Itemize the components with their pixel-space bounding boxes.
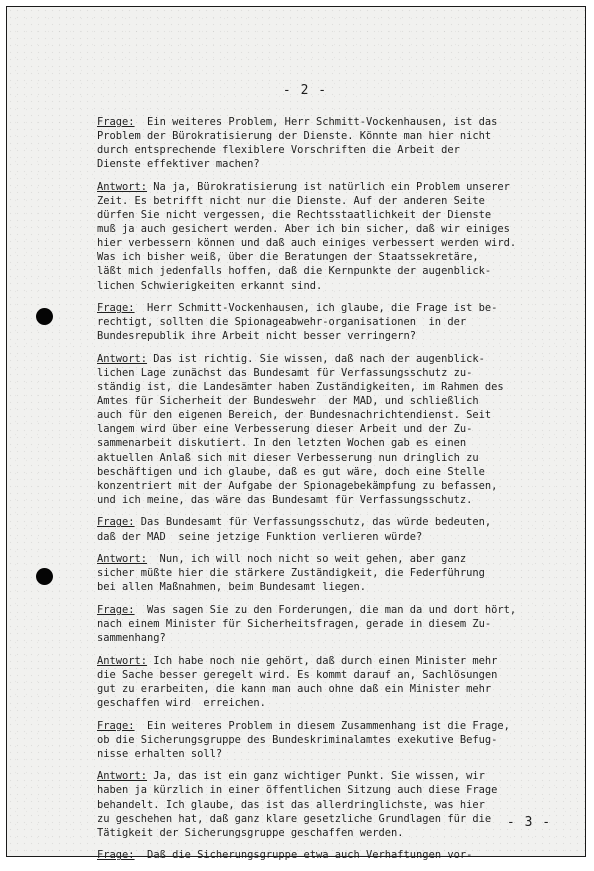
line-text: Ja, das ist ein ganz wichtiger Punkt. Sie wissen, wir (147, 770, 485, 783)
line-text: Dienste effektiver machen? (97, 158, 260, 171)
line-text: beschäftigen und ich glaube, daß es gut wäre, doch eine Stelle (97, 465, 485, 478)
line-text: ständig ist, die Landesämter haben Zuständigkeiten, im Rahmen des (97, 381, 504, 394)
text-line (97, 826, 545, 840)
answer-paragraph (97, 552, 545, 594)
text-line (97, 180, 545, 194)
line-text: gut zu erarbeiten, die kann man auch ohne daß ein Minister mehr (97, 682, 492, 695)
line-text: läßt mich jedenfalls hoffen, daß die Kernpunkte der augenblick- (97, 265, 492, 278)
question-paragraph (97, 848, 545, 862)
line-text: behandelt. Ich glaube, das ist das allerdringlichste, was hier (97, 798, 485, 811)
line-text: Problem der Bürokratisierung der Dienste. Könnte man hier nicht (97, 130, 492, 143)
text-line (97, 250, 545, 264)
line-text: Ich habe noch nie gehört, daß durch einen Minister mehr (147, 654, 498, 667)
text-line (97, 436, 545, 450)
line-text: konzentriert mit der Aufgabe der Spionagebekämpfung zu befassen, (97, 479, 498, 492)
text-line (97, 115, 545, 129)
text-line (97, 631, 545, 645)
question-label: Frage: (97, 516, 135, 529)
text-line (97, 530, 545, 544)
answer-label: Antwort: (97, 553, 148, 566)
line-text: Amtes für Sicherheit der Bundeswehr der MAD, und schließlich (97, 395, 479, 408)
line-text: aktuellen Anlaß sich mit dieser Verbesserung nun dringlich zu (97, 451, 479, 464)
text-line (97, 696, 545, 710)
text-line (97, 408, 545, 422)
line-text: nach einem Minister für Sicherheitsfragen, gerade in diesem Zu- (97, 618, 492, 630)
text-line (97, 848, 545, 862)
text-line (97, 279, 545, 293)
text-line (97, 733, 545, 747)
text-line (97, 617, 545, 631)
line-text: langem wird über eine Verbesserung dieser Arbeit und der Zu- (97, 423, 473, 436)
line-text: geschaffen wird erreichen. (97, 696, 266, 709)
text-line (97, 329, 545, 343)
text-line (97, 654, 545, 668)
line-text: dürfen Sie nicht vergessen, die Rechtsstaatlichkeit der Dienste (97, 209, 492, 222)
text-line (97, 236, 545, 250)
answer-label: Antwort: (97, 352, 148, 365)
line-text: Tätigkeit der Sicherungsgruppe geschaffen werden. (97, 826, 404, 839)
text-line (97, 812, 545, 826)
text-line (97, 157, 545, 171)
line-text: Herr Schmitt-Vockenhausen, ich glaube, die Frage ist be- (134, 302, 498, 315)
line-text: daß der MAD seine jetzige Funktion verlieren würde? (97, 530, 423, 543)
question-label: Frage: (97, 302, 135, 315)
punch-hole-top (36, 308, 53, 325)
line-text: Das Bundesamt für Verfassungsschutz, das würde bedeuten, (134, 516, 492, 529)
text-line (97, 747, 545, 761)
line-text: Was ich bisher weiß, über die Beratungen der Staatssekretäre, (97, 251, 479, 264)
line-text: auch für den eigenen Bereich, der Bundesnachrichtendienst. Seit (97, 409, 492, 422)
answer-label: Antwort: (97, 654, 148, 667)
answer-paragraph (97, 352, 545, 507)
line-text: haben ja kürzlich in einer öffentlichen Sitzung auch diese Frage (97, 784, 498, 797)
line-text: ob die Sicherungsgruppe des Bundeskriminalamtes exekutive Befug- (97, 733, 498, 746)
page-number: - 2 - (282, 83, 328, 98)
line-text: und ich meine, das wäre das Bundesamt für Verfassungsschutz. (97, 493, 473, 506)
line-text: sammenarbeit diskutiert. In den letzten Wochen gab es einen (97, 437, 467, 450)
line-text: Na ja, Bürokratisierung ist natürlich ein Problem unserer (147, 180, 510, 193)
line-text: Bundesrepublik ihre Arbeit nicht besser verringern? (97, 330, 417, 343)
line-text: Zeit. Es betrifft nicht nur die Dienste. Auf der anderen Seite (97, 194, 485, 207)
next-page-marker: - 3 - (506, 815, 552, 830)
text-line (97, 783, 545, 797)
interview-transcript (97, 115, 545, 871)
line-text: Ein weiteres Problem in diesem Zusammenhang ist die Frage, (134, 719, 510, 732)
text-line (97, 366, 545, 380)
text-line (97, 479, 545, 493)
text-line (97, 552, 545, 566)
text-line (97, 493, 545, 507)
text-line (97, 769, 545, 783)
text-line (97, 264, 545, 278)
text-line (97, 422, 545, 436)
text-line (97, 352, 545, 366)
line-text: bei allen Maßnahmen, beim Bundesamt liegen. (97, 581, 366, 594)
line-text: Nun, ich will noch nicht so weit gehen, aber ganz (147, 553, 467, 566)
answer-paragraph (97, 180, 545, 293)
line-text: sammenhang? (97, 632, 166, 645)
question-label: Frage: (97, 849, 135, 862)
question-label: Frage: (97, 603, 135, 616)
text-line (97, 515, 545, 529)
line-text: zu geschehen hat, daß ganz klare gesetzliche Grundlagen für die (97, 812, 492, 825)
text-line (97, 451, 545, 465)
question-paragraph (97, 301, 545, 343)
question-paragraph (97, 115, 545, 171)
text-line (97, 580, 545, 594)
line-text: die Sache besser geregelt wird. Es kommt darauf an, Sachlösungen (97, 668, 498, 681)
line-text: hier verbessern können und daß auch einiges verbessert werden wird. (97, 237, 517, 250)
line-text: durch entsprechende flexiblere Vorschriften die Arbeit der (97, 144, 460, 157)
line-text: Was sagen Sie zu den Forderungen, die man da und dort hört, (134, 603, 517, 616)
text-line (97, 394, 545, 408)
typewritten-page (6, 6, 586, 862)
line-text: lichen Lage zunächst das Bundesamt für Verfassungsschutz zu- (97, 367, 473, 379)
line-text: nisse erhalten soll? (97, 747, 223, 760)
text-line (97, 798, 545, 812)
answer-label: Antwort: (97, 180, 148, 193)
text-line (97, 129, 545, 143)
answer-paragraph (97, 654, 545, 710)
text-line (97, 208, 545, 222)
text-line (97, 719, 545, 733)
line-text: lichen Schwierigkeiten erkannt sind. (97, 279, 323, 292)
text-line (97, 682, 545, 696)
answer-label: Antwort: (97, 770, 148, 783)
text-line (97, 301, 545, 315)
line-text: sicher müßte hier die stärkere Zuständigkeit, die Federführung (97, 567, 485, 580)
punch-hole-bottom (36, 568, 53, 585)
question-paragraph (97, 515, 545, 543)
question-paragraph (97, 603, 545, 645)
line-text: muß ja auch gesichert werden. Aber ich bin sicher, daß wir einiges (97, 223, 510, 236)
question-label: Frage: (97, 719, 135, 732)
text-line (97, 603, 545, 617)
question-paragraph (97, 719, 545, 761)
text-line (97, 222, 545, 236)
text-line (97, 315, 545, 329)
text-line (97, 566, 545, 580)
text-line (97, 143, 545, 157)
line-text: Ein weiteres Problem, Herr Schmitt-Vockenhausen, ist das (134, 116, 498, 128)
line-text: Das ist richtig. Sie wissen, daß nach der augenblick- (147, 352, 485, 365)
text-line (97, 668, 545, 682)
text-line (97, 465, 545, 479)
text-line (97, 380, 545, 394)
line-text: Daß die Sicherungsgruppe etwa auch Verhaftungen vor- (134, 849, 473, 862)
line-text: rechtigt, sollten die Spionageabwehr-organisationen in der (97, 316, 467, 329)
question-label: Frage: (97, 116, 135, 128)
text-line (97, 194, 545, 208)
answer-paragraph (97, 769, 545, 839)
